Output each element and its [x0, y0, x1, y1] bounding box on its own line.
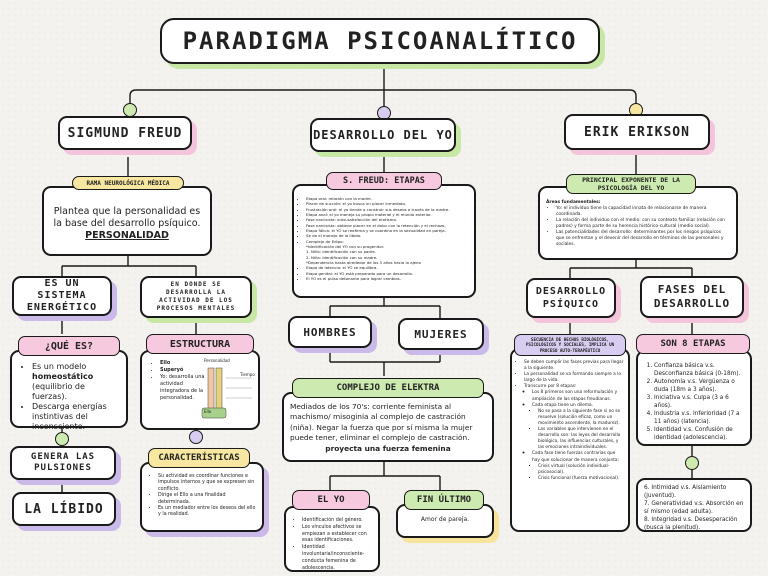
figure-label-tiempo: Tiempo — [240, 372, 255, 377]
areas-card — [538, 186, 738, 260]
etapa-7: 7. Generatividad v.s. Absorción en sí mismo (edad adulta). — [644, 501, 744, 515]
stage-item: • Complejo de Edipo: — [306, 239, 470, 244]
junction-dot-freud — [123, 103, 137, 117]
secuencia-item-3: • Transcurre por 8 etapas: — [524, 384, 624, 390]
que-es-item-1: • Es un modelo homeostático (equilibrio de fuerzas). — [32, 362, 120, 402]
el-yo-item-1: • Identificación del género. — [302, 518, 374, 525]
freud-description-text: Plantea que la personalidad es la base del desarrollo psíquico. — [53, 206, 201, 229]
stage-item: • Placer de succión: el yo busca un placer inmediato. — [306, 201, 470, 206]
figure-title: Personalidad — [204, 358, 230, 363]
areas-title: Áreas fundamentales: — [546, 200, 601, 205]
stage-item: • Fase narcisista: auto-satisfacción del erotismo. — [306, 217, 470, 222]
personalidad-figure — [196, 358, 258, 424]
etapa-2: 2. Autonomía v.s. Vergüenza o duda (18m a 3 años). — [654, 378, 746, 394]
caracteristicas-tab: CARACTERÍSTICAS — [148, 448, 250, 468]
secuencia-tab: SECUENCIA DE HECHOS BIOLÓGICOS, PSICOLÓGICOS Y SOCIALES, IMPLICA UN PROCESO AUTO-TERAPÉUTICO — [514, 334, 626, 356]
etapa-6: 6. Intimidad v.s. Aislamiento (juventud). — [644, 485, 727, 499]
etapa-5: 5. Identidad v.s. Confusión de identidad (adolescencia). — [654, 426, 746, 442]
elektra-bold: proyecta una fuerza femenina — [325, 443, 451, 453]
secuencia-item-4: ◦ Los 8 primeros son una reformulación y ampliación de las etapas freudianas. — [532, 390, 624, 402]
page-title: PARADIGMA PSICOANALÍTICO — [160, 18, 600, 64]
son-8-etapas-tab: SON 8 ETAPAS — [636, 334, 750, 354]
estructura-item-1: • Ello — [160, 360, 206, 367]
que-es-item-2: • Descarga energías instintivas del inconsciente. — [32, 402, 120, 432]
etapas-b-card — [636, 478, 752, 532]
desarrollo-header: DESARROLLO DEL YO — [310, 118, 456, 152]
stage-item: 1. Niño: identificación con su padre. — [306, 249, 377, 255]
erikson-header: ERIK ERIKSON — [564, 114, 710, 150]
stage-item: • Etapa de latencia: el YO se equilibra. — [306, 265, 470, 270]
elektra-text: Mediados de los 70's: corriente feminista al machismo/ misoginia al complejo de castración (niña). Negar la fuerza que por sí misma la mujer puede tener, eliminar el complejo de castración. — [290, 402, 473, 443]
secuencia-item-9: ▪ Crisis virtual (solución individual-psicosocial). — [538, 464, 624, 476]
junction-dot-pulsiones — [55, 432, 69, 446]
etapa-4: 4. Industria v.s. Inferioridad (7 a 11 años) (latencia). — [654, 410, 746, 426]
fin-ultimo-tab: FIN ÚLTIMO — [404, 490, 484, 510]
secuencia-item-7: ▪ Las variables que intervienen en el desarrollo son: las leyes del desarrollo biológico, las influencias culturales, y las emociones intraindividuales. — [538, 427, 624, 451]
estructura-item-3: • Yo: desarrolla una actividad integradora de la personalidad. — [160, 374, 206, 402]
stage-item: • Fase narcisista: obtiene placer en el dolor con la retención y el rechazo. — [306, 223, 470, 228]
secuencia-item-10: ▪ Crisis funcional (fuerza motivacional). — [538, 476, 624, 482]
caracteristicas-card — [140, 462, 264, 532]
estructura-card — [140, 350, 260, 430]
etapa-8: 8. Integridad v.s. Desesperación (busca la plenitud). — [644, 517, 738, 531]
fases-desarrollo-box: FASES DEL DESARROLLO — [640, 276, 744, 318]
stage-item: • Etapa fálica: el YO se reafirma y se coordina en la sexualidad en pareja. — [306, 228, 470, 233]
el-yo-item-3: • Identidad involuntaria/inconsciente-conducta femenina de adolescencia. — [302, 545, 374, 572]
libido-box: LA LÍBIDO — [12, 492, 116, 526]
el-yo-tab: EL YO — [292, 490, 370, 510]
stage-item: • Etapa oral: relación con la madre. — [306, 196, 470, 201]
el-yo-item-2: • Los vínculos afectivos se empiezan a establecer con esas identificaciones. — [302, 525, 374, 545]
elektra-card — [282, 392, 494, 462]
que-es-card — [10, 350, 128, 431]
freud-description — [42, 186, 212, 256]
pulsiones-box: GENERA LAS PULSIONES — [10, 446, 116, 480]
exponente-tab: PRINCIPAL EXPONENTE DE LA PSICOLOGÍA DEL YO — [566, 174, 696, 194]
rama-tab: RAMA NEUROLÓGICA MÉDICA — [72, 176, 184, 190]
secuencia-item-2: • La personalidad se va formando siempre a lo largo de la vida. — [524, 372, 624, 384]
areas-item-3: • Las potencialidades del desarrollo: determinantes por los riesgos psíquicos que se enfrentan y el devenir del desarrollo en términos de las personales y sociales. — [556, 230, 730, 248]
stage-item: *Dependencia hasta alrededor de los 5 años hacia lo ajeno — [306, 260, 421, 266]
secuencia-item-5: ◦ Cada etapa tiene un dilema. — [532, 403, 624, 409]
figure-label-ello: Ello — [204, 409, 212, 414]
areas-item-1: • Yo: el individuo tiene la capacidad innata de relacionarse de manera coordinada. — [556, 206, 730, 218]
stage-item: *Identificación del YO con su progenitor. — [306, 244, 385, 250]
desarrollo-psiquico-box: DESARROLLO PSÍQUICO — [526, 278, 616, 318]
stage-item: • Se da el manejo de la libido. — [306, 233, 470, 238]
stage-item: • Etapa anal: el yo maneja su propio material y el mundo exterior. — [306, 212, 470, 217]
freud-etapas-tab: S. FREUD: ETAPAS — [326, 172, 442, 190]
stage-item: 2. Niña: identificación con su madre. — [306, 254, 378, 260]
etapa-1: 1. Confianza básica v.s. Desconfianza básica (0-18m). — [654, 362, 746, 378]
hombres-box: HOMBRES — [288, 316, 372, 348]
etapas-card — [292, 184, 476, 298]
caracteristica-item-1: • Su actividad es coordinar funciones e impulsos internos y que se expresen sin conflicto. — [158, 474, 258, 493]
etapa-3: 3. Iniciativa v.s. Culpa (3 a 6 años). — [654, 394, 746, 410]
stage-item: • Frustración oral: el yo tiende a construir sus deseos a través de la madre. — [306, 207, 470, 212]
areas-item-2: • La relación del individuo con el medio: con su contexto familiar (relación con padres) y forma parte de su herencia histórico-cultural (medio social). — [556, 218, 730, 230]
freud-header: SIGMUND FREUD — [58, 116, 192, 150]
junction-dot-caracteristicas — [189, 430, 203, 444]
el-yo-card — [284, 506, 380, 572]
mujeres-box: MUJERES — [398, 318, 484, 350]
caracteristica-item-2: • Dirige el Ello a una finalidad determinada. — [158, 493, 258, 506]
estructura-tab: ESTRUCTURA — [146, 334, 254, 354]
secuencia-item-6: ▪ No se pasa a la siguiente fase si no se resuelve (solución eficaz, como un movimiento ascendente, la madurez). — [538, 409, 624, 427]
caracteristica-item-3: • Es un mediador entre los deseos del ello y la realidad. — [158, 506, 258, 519]
elektra-tab: COMPLEJO DE ELEKTRA — [292, 378, 484, 398]
secuencia-card — [510, 348, 630, 532]
secuencia-item-1: • Se deben cumplir las fases previas para llegar a la siguiente. — [524, 360, 624, 372]
sistema-energetico-box: ES UN SISTEMA ENERGÉTICO — [12, 276, 112, 316]
estructura-item-2: • Superyó — [160, 367, 206, 374]
que-es-tab: ¿QUÉ ES? — [18, 336, 120, 356]
stage-item: • Etapa genital: el YO está preparado para un desarrollo. — [306, 271, 470, 276]
junction-dot-etapas — [685, 456, 699, 470]
personalidad-label: PERSONALIDAD — [85, 230, 169, 241]
secuencia-item-8: ◦ Cada fase tiene fuerzas contrarias que hay que solucionar de manera conjunta: — [532, 451, 624, 463]
procesos-mentales-box: EN DONDE SE DESARROLLA LA ACTIVIDAD DE LOS PROCESOS MENTALES — [140, 276, 252, 318]
etapas-a-card — [636, 350, 752, 446]
fin-ultimo-text: Amor de pareja. — [420, 516, 470, 523]
stage-item: • El YO es el pulso detonante para lograr cambios. — [306, 276, 470, 281]
